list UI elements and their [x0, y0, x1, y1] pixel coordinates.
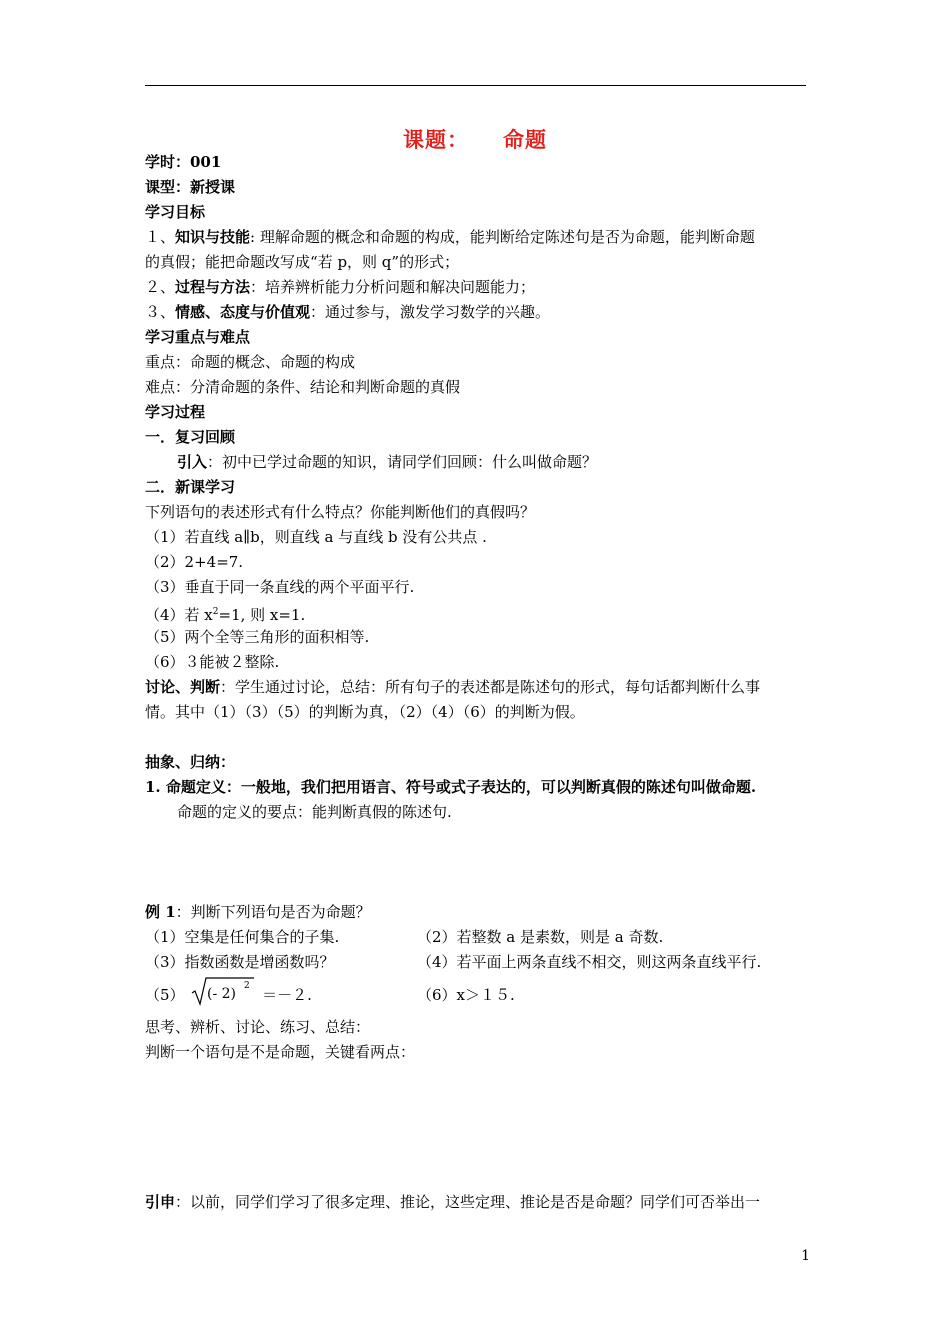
example-item-3: （3）指数函数是增函数吗？: [145, 953, 335, 971]
think-line: 思考、辨析、讨论、练习、总结：: [145, 1018, 371, 1036]
discussion-line-2: 情。其中（1）（3）（5）的判断为真，（2）（4）（6）的判断为假。: [145, 703, 585, 721]
goal-1-line-2: 的真假；能把命题改写成“若 p，则 q”的形式；: [145, 253, 460, 271]
example-item-1: （1）空集是任何集合的子集.: [145, 928, 340, 946]
example-row-3: [145, 975, 807, 1015]
new-lesson-heading: 二．新课学习: [145, 478, 236, 496]
example-item-2: （2）若整数 a 是素数，则是 a 奇数.: [417, 928, 664, 946]
statement-3: （3）垂直于同一条直线的两个平面平行.: [145, 578, 415, 596]
discussion-line-1: 讨论、判断：学生通过讨论，总结：所有句子的表述都是陈述句的形式，每句话都判断什么事: [145, 678, 761, 696]
review-heading: 一．复习回顾: [145, 428, 236, 446]
goal-3: ３、情感、态度与价值观：通过参与，激发学习数学的兴趣。: [145, 303, 551, 321]
example-row-2: [145, 950, 807, 975]
statement-2: （2）2+4=7.: [145, 553, 244, 571]
extension-line: 引申：以前，同学们学习了很多定理、推论，这些定理、推论是否是命题？同学们可否举出一: [145, 1193, 761, 1211]
statement-6: （6）３能被２整除.: [145, 653, 280, 671]
statement-question: 下列语句的表述形式有什么特点？你能判断他们的真假吗？: [145, 503, 536, 521]
definition-points: 命题的定义的要点：能判断真假的陈述句.: [177, 803, 452, 821]
example-row-1: [145, 925, 807, 950]
keypoints-heading: 学习重点与难点: [145, 328, 251, 346]
statement-5: （5）两个全等三角形的面积相等.: [145, 628, 370, 646]
abstract-heading: 抽象、归纳：: [145, 753, 236, 771]
sqrt-symbol: [191, 976, 255, 1006]
page-number: 1: [801, 1248, 810, 1264]
keypoint-focus: 重点：命题的概念、命题的构成: [145, 353, 356, 371]
sqrt-radicand: (- 2): [207, 986, 237, 1002]
example-item-6: （6）x＞１５.: [417, 986, 515, 1004]
class-type: 课型：新授课: [145, 178, 236, 196]
statement-4: （4）若 $x^2=1$, 则 x=1.: [145, 606, 306, 624]
goals-heading: 学习目标: [145, 203, 206, 221]
key-points-line: 判断一个语句是不是命题，关键看两点：: [145, 1043, 416, 1061]
example-item-5: （5） (- 2) 2 ＝－２.: [145, 975, 417, 1015]
sqrt-exponent: 2: [244, 981, 251, 991]
class-hours: 学时：001: [145, 153, 222, 171]
title-topic: 命题: [503, 127, 547, 152]
intro-paragraph: 引入：初中已学过命题的知识，请同学们回顾：什么叫做命题？: [177, 453, 598, 471]
definition-line: 1. 命题定义：一般地，我们把用语言、符号或式子表达的，可以判断真假的陈述句叫做命题.: [145, 778, 757, 796]
statement-1: （1）若直线 a∥b，则直线 a 与直线 b 没有公共点 .: [145, 528, 487, 546]
goal-2: ２、过程与方法：培养辨析能力分析问题和解决问题能力；: [145, 278, 536, 296]
document-body: [145, 150, 807, 1215]
example-item-4: （4）若平面上两条直线不相交，则这两条直线平行.: [417, 953, 762, 971]
header-rule: [145, 85, 806, 86]
goal-1-line-1: １、知识与技能: 理解命题的概念和命题的构成，能判断给定陈述句是否为命题，能判断命题: [145, 228, 755, 246]
process-heading: 学习过程: [145, 403, 206, 421]
example-heading: 例 1：判断下列语句是否为命题？: [145, 903, 371, 921]
title-label: 课题：: [403, 127, 469, 152]
keypoint-difficulty: 难点：分清命题的条件、结论和判断命题的真假: [145, 378, 461, 396]
